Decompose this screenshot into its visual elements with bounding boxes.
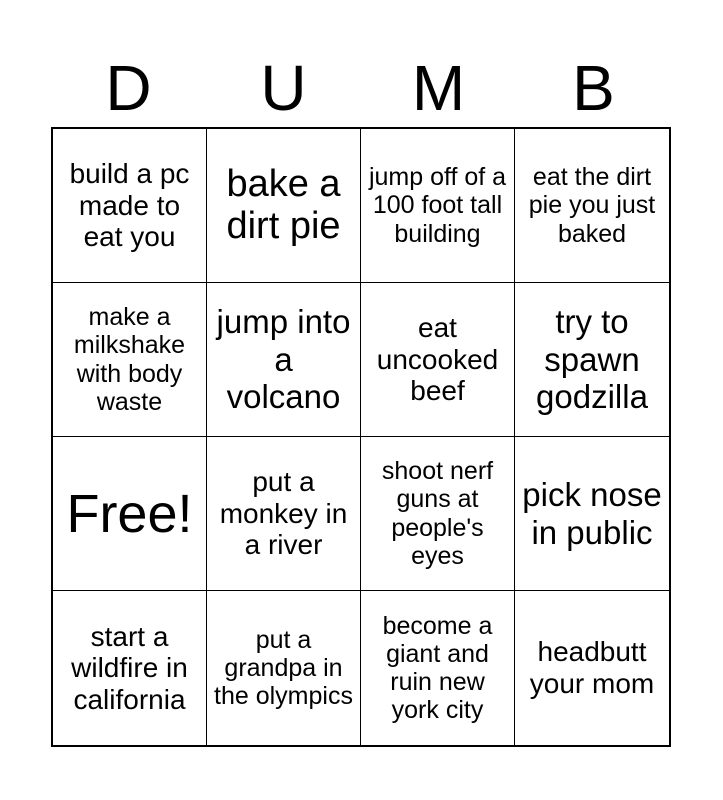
- bingo-cell-r3c4[interactable]: pick nose in public: [515, 437, 669, 591]
- header-letter-d: D: [105, 52, 152, 124]
- bingo-cell-r4c3[interactable]: become a giant and ruin new york city: [361, 591, 515, 745]
- bingo-cell-r4c1[interactable]: start a wildfire in california: [53, 591, 207, 745]
- header-letter-b: B: [572, 52, 615, 124]
- bingo-cell-r3c3[interactable]: shoot nerf guns at people's eyes: [361, 437, 515, 591]
- bingo-cell-r1c3[interactable]: jump off of a 100 foot tall building: [361, 129, 515, 283]
- bingo-cell-r2c2[interactable]: jump into a volcano: [207, 283, 361, 437]
- bingo-cell-r4c4[interactable]: headbutt your mom: [529, 636, 655, 699]
- bingo-cell-r2c1[interactable]: make a milkshake with body waste: [53, 283, 207, 437]
- bingo-cell-free[interactable]: Free!: [53, 437, 207, 591]
- bingo-cell-r1c2[interactable]: bake a dirt pie: [207, 129, 361, 283]
- bingo-cell-r4c2[interactable]: put a grandpa in the olympics: [207, 591, 361, 745]
- bingo-cell-r2c4[interactable]: try to spawn godzilla: [515, 283, 669, 437]
- bingo-cell-r1c4[interactable]: eat the dirt pie you just baked: [515, 129, 669, 283]
- bingo-board: [51, 127, 671, 747]
- header-letter-m: M: [411, 52, 466, 124]
- bingo-header: [51, 52, 671, 124]
- bingo-cell-r1c1[interactable]: build a pc made to eat you: [53, 129, 207, 283]
- header-letter-u: U: [260, 52, 307, 124]
- bingo-cell-r3c2[interactable]: put a monkey in a river: [207, 437, 361, 591]
- bingo-cell-r2c3[interactable]: eat uncooked beef: [361, 283, 515, 437]
